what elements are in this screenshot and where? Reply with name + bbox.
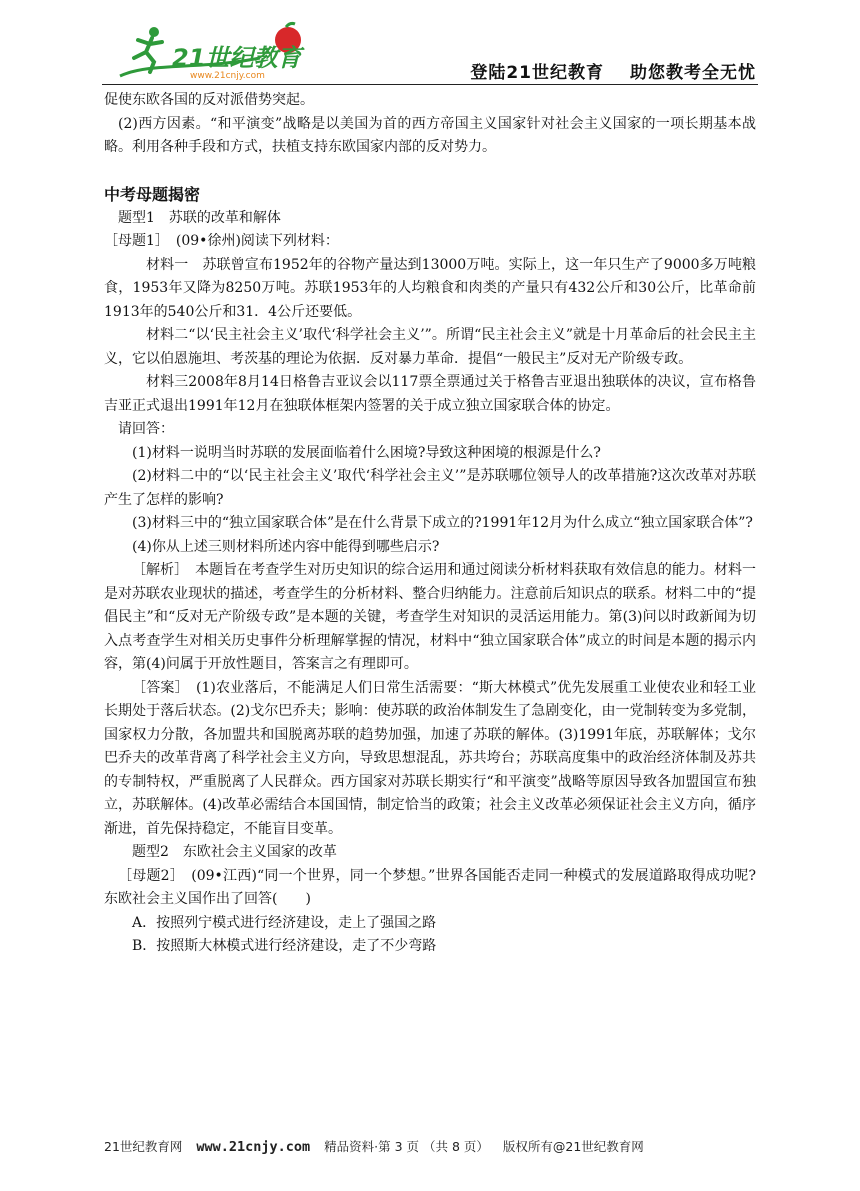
material-1: 材料一 苏联曾宣布1952年的谷物产量达到13000万吨。实际上，这一年只生产了9000多万吨粮食，1953年又降为8250万吨。苏联1953年的人均粮食和肉类的产量只有432公斤和30公斤，比革命前1913年的540公斤和31．4公斤还要低。 (104, 256, 756, 320)
question-intro: ［母题1］ (09•徐州)阅读下列材料： (104, 233, 339, 249)
logo-url: www.21cnjy.com (190, 71, 265, 81)
slogan-left: 登陆21世纪教育 (470, 63, 604, 83)
section-title: 中考母题揭密 (104, 184, 201, 204)
footer-site-name: 21世纪教育网 (104, 1139, 183, 1154)
analysis: ［解析］ 本题旨在考查学生对历史知识的综合运用和通过阅读分析材料获取有效信息的能力。材料一是对苏联农业现状的描述，考查学生的分析材料、整合归纳能力。注意前后知识点的联系。材料二中的“提倡民主”和“反对无产阶级专政”是本题的关键，考查学生对知识的灵活运用能力。第(3)问以时政新闻为切入点考查学生对相关历史事件分析理解掌握的情况，材料中“独立国家联合体”成立的时间是本题的揭示内容，第(4)问属于开放性题目，答案言之有理即可。 (104, 562, 756, 672)
option-b: B．按照斯大林模式进行经济建设，走了不少弯路 (132, 938, 437, 954)
paragraph: (2)西方因素。“和平演变”战略是以美国为首的西方帝国主义国家针对社会主义国家的一项长期基本战略。利用各种手段和方式，扶植支持东欧国家内部的反对势力。 (104, 115, 756, 155)
answer: ［答案］ (1)农业落后，不能满足人们日常生活需要：“斯大林模式”优先发展重工业使农业和轻工业长期处于落后状态。(2)戈尔巴乔夫；影响：使苏联的政治体制发生了急剧变化，由一党制转变为多党制，国家权力分散，各加盟共和国脱离苏联的趋势加强，加速了苏联的解体。(3)1991年底，苏联解体；戈尔巴乔夫的改革背离了科学社会主义方向，导致思想混乱，苏共垮台；苏联高度集中的政治经济体制及苏共的专制特权，严重脱离了人民群众。西方国家对苏联长期实行“和平演变”战略等原因导致各加盟国宣布独立，苏联解体。(4)改革必需结合本国国情，制定恰当的政策；社会主义改革必须保证社会主义方向，循序渐进，首先保持稳定，不能盲目变革。 (104, 679, 756, 837)
page-header (102, 18, 758, 84)
logo (110, 18, 310, 84)
question-intro: ［母题2］ (09•江西)“同一个世界，同一个梦想。”世界各国能否走同一种模式的发展道路取得成功呢?东欧社会主义国作出了回答( ) (104, 867, 756, 907)
document-body (104, 89, 756, 959)
question-3: (3)材料三中的“独立国家联合体”是在什么背景下成立的?1991年12月为什么成立“独立国家联合体”? (132, 515, 753, 531)
paragraph: 促使东欧各国的反对派借势突起。 (104, 92, 314, 108)
topic-heading: 题型2 东欧社会主义国家的改革 (132, 844, 337, 860)
material-2: 材料二“以‘民主社会主义’取代‘科学社会主义’”。所谓“民主社会主义”就是十月革命后的社会民主主义，它以伯恩施坦、考茨基的理论为依据．反对暴力革命．提倡“一般民主”反对无产阶级专政。 (104, 327, 756, 367)
header-divider (102, 84, 758, 85)
slogan-right: 助您教考全无忧 (630, 63, 756, 83)
footer-site-url[interactable]: www.21cnjy.com (196, 1139, 311, 1155)
topic-heading: 题型1 苏联的改革和解体 (118, 209, 281, 226)
footer-page-info: 精品资料·第 3 页 （共 8 页） (324, 1139, 489, 1154)
question-2: (2)材料二中的“以‘民主社会主义’取代‘科学社会主义’”是苏联哪位领导人的改革措施?这次改革对苏联产生了怎样的影响? (104, 468, 756, 508)
page-footer (104, 1137, 756, 1155)
option-a: A．按照列宁模式进行经济建设，走上了强国之路 (132, 914, 437, 931)
material-3: 材料三2008年8月14日格鲁吉亚议会以117票全票通过关于格鲁吉亚退出独联体的决议，宣布格鲁吉亚正式退出1991年12月在独联体框架内签署的关于成立独立国家联合体的协定。 (104, 374, 756, 414)
logo-text: 21世纪教育 (172, 44, 302, 72)
question-1: (1)材料一说明当时苏联的发展面临着什么困境?导致这种困境的根源是什么? (132, 444, 601, 461)
ask-label: 请回答： (118, 421, 174, 437)
header-slogan (470, 58, 756, 83)
question-4: (4)你从上述三则材料所述内容中能得到哪些启示? (132, 538, 440, 555)
footer-copyright: 版权所有@21世纪教育网 (502, 1139, 644, 1154)
